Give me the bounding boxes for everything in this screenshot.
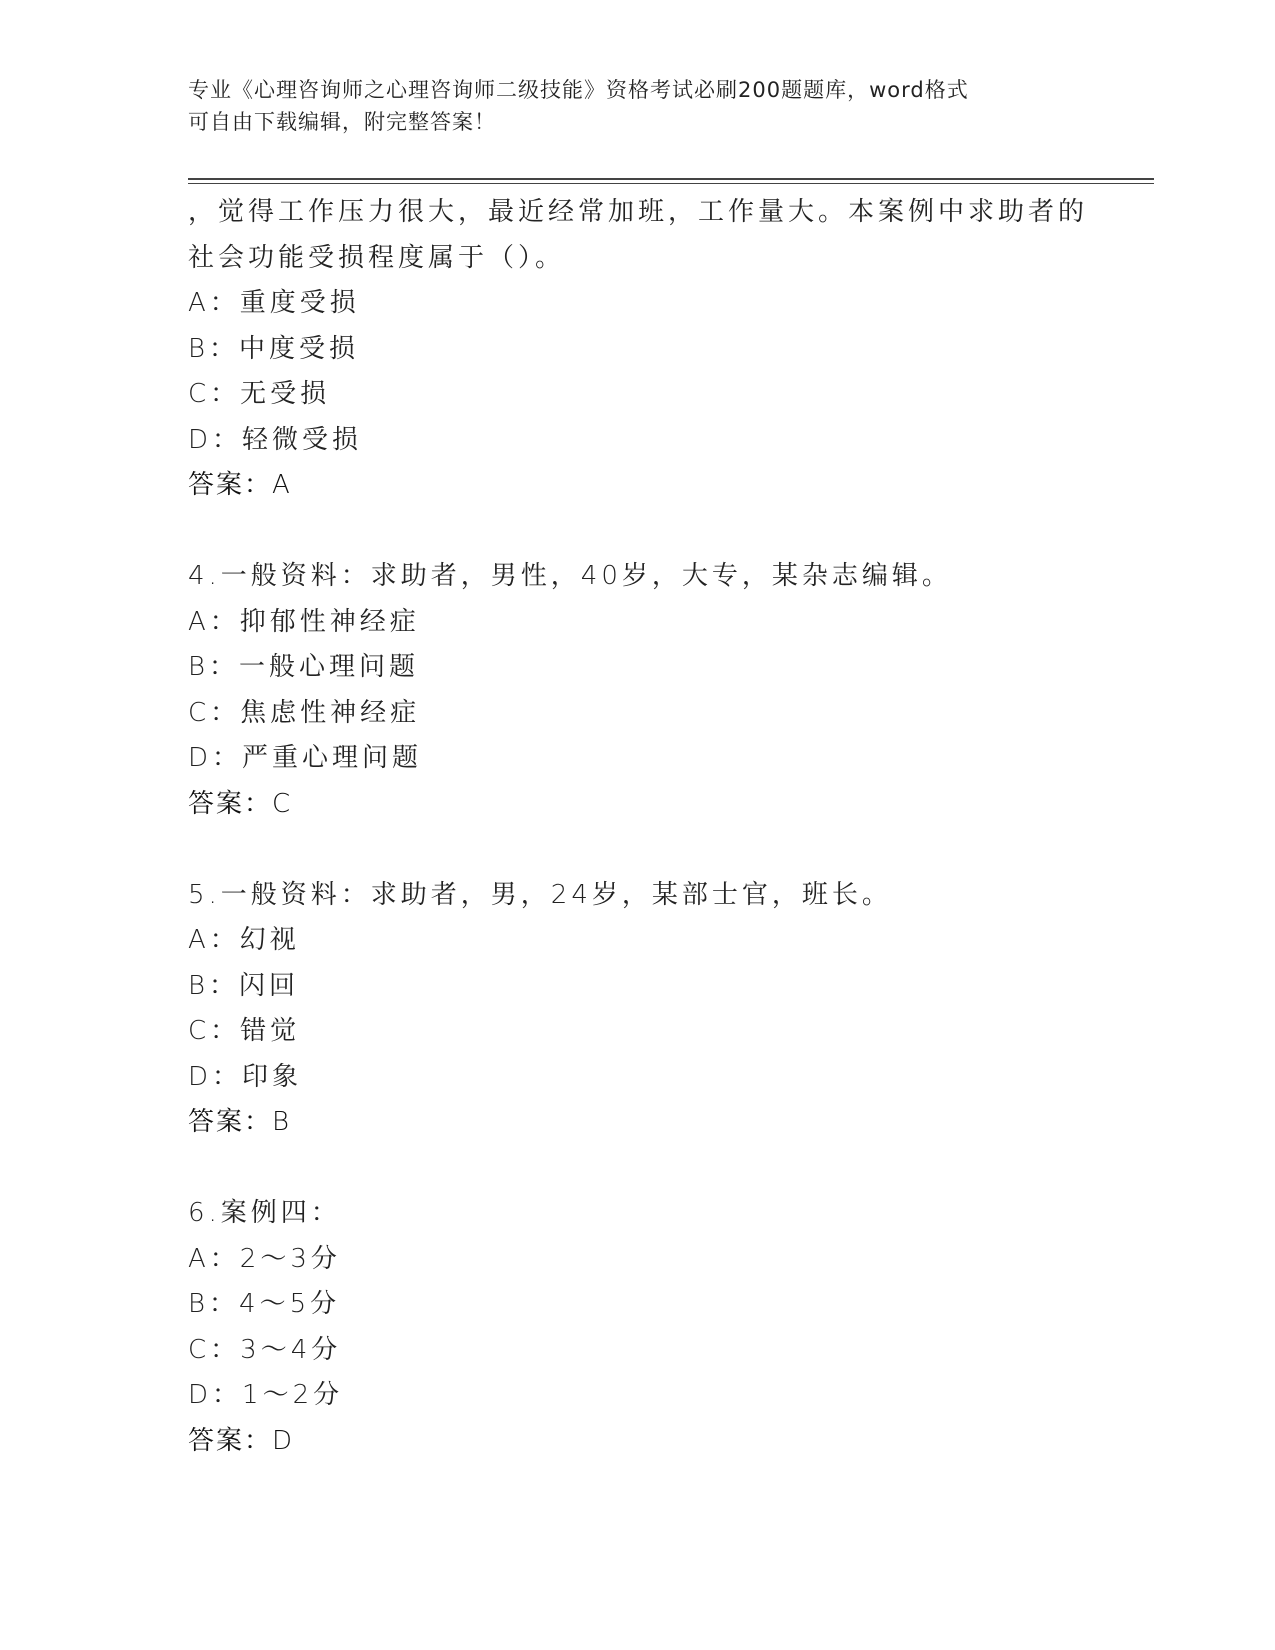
question-6-option-d: D：1～2分: [188, 1380, 344, 1410]
question-4-text: 4.一般资料：求助者，男性，40岁，大专，某杂志编辑。: [188, 561, 952, 591]
question-3-text-line-1: ，觉得工作压力很大，最近经常加班，工作量大。本案例中求助者的: [188, 197, 1089, 227]
header-title-line-2: 可自由下载编辑，附完整答案！: [188, 110, 496, 134]
question-6-answer: 答案：D: [188, 1425, 295, 1456]
question-3-text-line-2: 社会功能受损程度属于（）。: [188, 242, 566, 273]
document-header: [188, 74, 1088, 138]
question-4-option-d: D：严重心理问题: [188, 743, 423, 773]
question-3: [188, 190, 1088, 509]
header-divider-thin: [188, 183, 1154, 184]
question-6-text: 6.案例四：: [188, 1198, 341, 1228]
question-list: [188, 190, 1088, 1464]
question-6-option-c: C：3～4分: [188, 1334, 342, 1365]
question-5-text: 5.一般资料：求助者，男，24岁，某部士官，班长。: [188, 879, 892, 910]
question-5-option-d: D：印象: [188, 1061, 303, 1092]
question-6-option-a: A：2～3分: [188, 1243, 341, 1274]
question-6: [188, 1191, 1088, 1464]
question-3-option-c: C：无受损: [188, 379, 331, 409]
spacer: [188, 1146, 1088, 1192]
question-4-option-c: C：焦虑性神经症: [188, 697, 421, 728]
question-5-option-b: B：闪回: [188, 970, 300, 1001]
question-4-answer: 答案：C: [188, 788, 293, 819]
question-4-option-b: B：一般心理问题: [188, 652, 420, 682]
spacer: [188, 509, 1088, 555]
question-5-answer: 答案：B: [188, 1107, 292, 1137]
question-4-option-a: A：抑郁性神经症: [188, 606, 420, 637]
spacer: [188, 827, 1088, 873]
question-3-option-d: D：轻微受损: [188, 424, 363, 455]
question-4: [188, 554, 1088, 827]
question-3-option-b: B：中度受损: [188, 333, 360, 364]
question-6-option-b: B：4～5分: [188, 1289, 341, 1319]
question-5-option-a: A：幻视: [188, 925, 300, 955]
header-title-line-1: 专业《心理咨询师之心理咨询师二级技能》资格考试必刷200题题库，word格式: [188, 78, 969, 102]
question-3-answer: 答案：A: [188, 470, 292, 500]
question-5: [188, 873, 1088, 1146]
question-3-option-a: A：重度受损: [188, 288, 360, 318]
question-5-option-c: C：错觉: [188, 1016, 301, 1046]
header-divider-thick: [188, 178, 1154, 180]
